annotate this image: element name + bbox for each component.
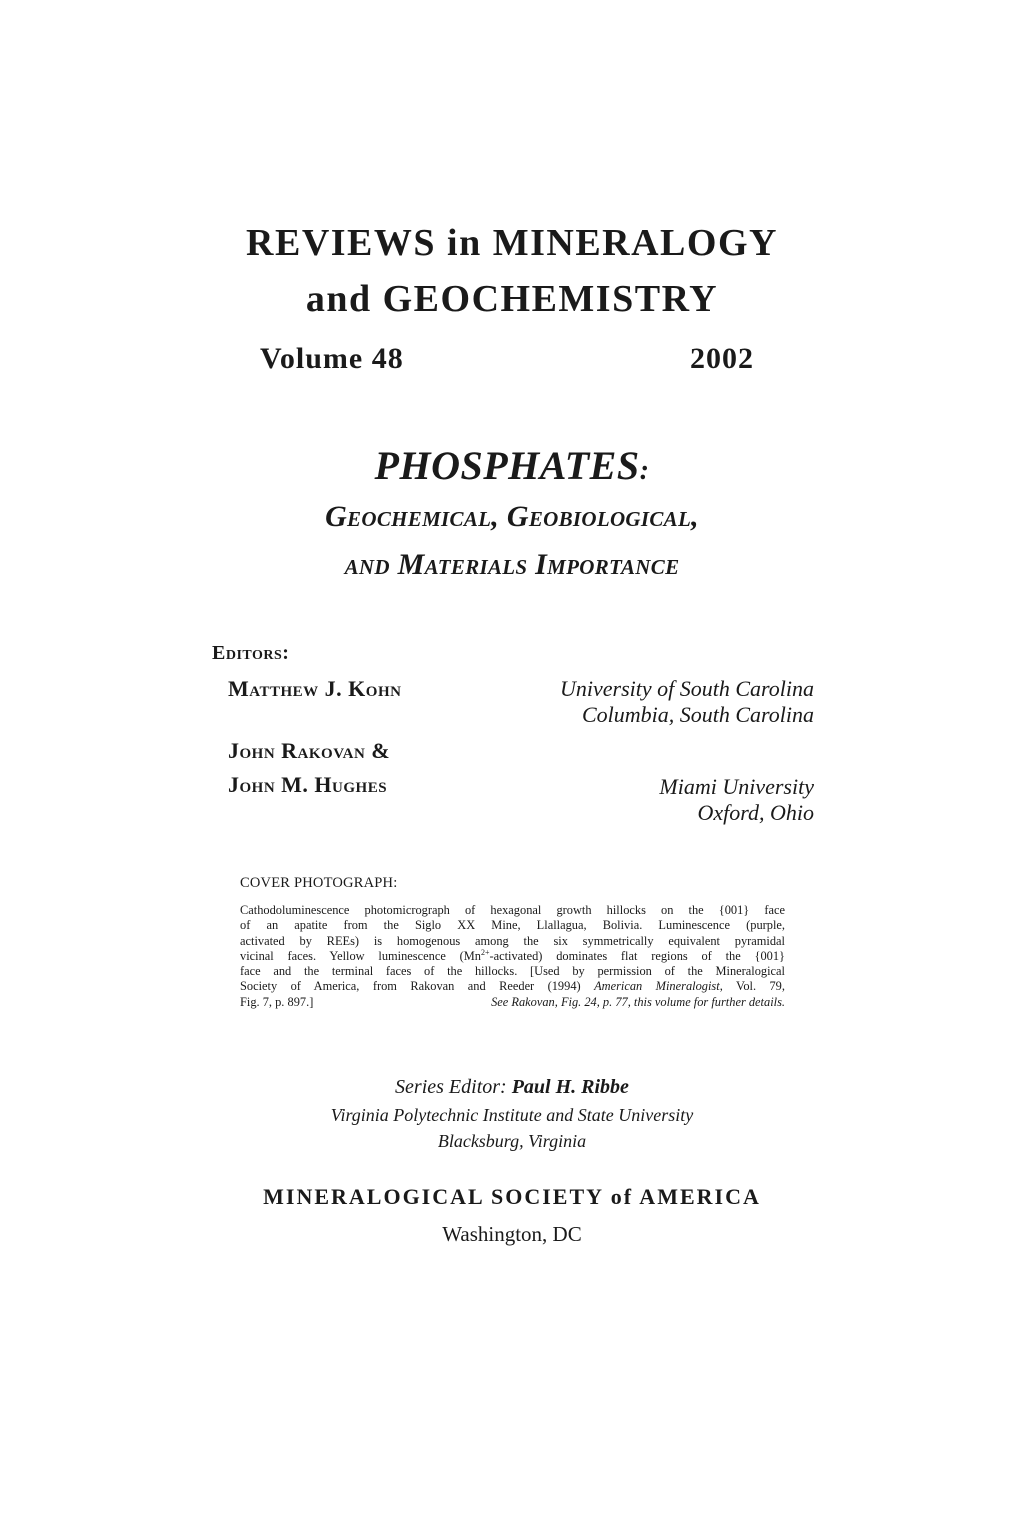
affiliation-location: Oxford, Ohio bbox=[697, 800, 814, 825]
publisher-location: Washington, DC bbox=[442, 1222, 582, 1246]
editor-affiliation bbox=[560, 676, 814, 728]
volume-year: 2002 bbox=[690, 342, 754, 375]
caption-line: Cathodoluminescence photomicrograph of hexagonal growth hillocks on the {001} face bbox=[240, 903, 785, 917]
affiliation-institution: University of South Carolina bbox=[559, 676, 814, 701]
editor-name: John M. Hughes bbox=[228, 772, 388, 797]
affiliation-institution: Miami University bbox=[659, 774, 814, 799]
caption-line: of an apatite from the Siglo XX Mine, Llallagua, Bolivia. Luminescence (purple, bbox=[240, 918, 785, 933]
editor-affiliation bbox=[659, 774, 814, 826]
caption-journal: American Mineralogist bbox=[594, 979, 720, 994]
caption-line: face and the terminal faces of the hillocks. [Used by permission of the Mineralogical bbox=[240, 964, 785, 979]
caption-line: activated by REEs) is homogenous among the six symmetrically equivalent pyramidal bbox=[240, 933, 785, 948]
series-editor-institution: Virginia Polytechnic Institute and State University bbox=[330, 1105, 694, 1125]
cover-photograph-caption bbox=[240, 903, 785, 1010]
caption-text: , Vol. 79, bbox=[719, 979, 785, 994]
book-subtitle-line2: and Materials Importance bbox=[344, 548, 680, 581]
series-editor-label: Series Editor: bbox=[395, 1076, 512, 1098]
caption-text: vicinal faces. Yellow luminescence (Mn bbox=[240, 948, 481, 963]
book-title-colon: : bbox=[639, 455, 650, 486]
series-editor bbox=[0, 1076, 1024, 1099]
editor-name: Matthew J. Kohn bbox=[228, 676, 402, 701]
editors-heading: Editors: bbox=[212, 642, 290, 664]
caption-line bbox=[240, 949, 785, 964]
editor-name: John Rakovan & bbox=[228, 738, 391, 763]
series-title-line1: REVIEWS in MINERALOGY bbox=[246, 222, 778, 264]
cover-photograph-heading: COVER PHOTOGRAPH: bbox=[240, 875, 398, 891]
publisher-name: MINERALOGICAL SOCIETY of AMERICA bbox=[263, 1184, 761, 1209]
caption-note: See Rakovan, Fig. 24, p. 77, this volume for further details. bbox=[491, 994, 785, 1009]
series-title-line2: and GEOCHEMISTRY bbox=[305, 278, 719, 320]
book-title bbox=[0, 442, 1024, 489]
caption-text: Fig. 7, p. 897.] bbox=[240, 994, 314, 1009]
series-editor-location: Blacksburg, Virginia bbox=[437, 1131, 587, 1151]
caption-line bbox=[240, 995, 785, 1010]
book-title-text: PHOSPHATES bbox=[374, 443, 640, 488]
affiliation-location: Columbia, South Carolina bbox=[581, 702, 814, 727]
volume-row bbox=[0, 342, 1024, 378]
caption-superscript: 2+ bbox=[480, 948, 490, 957]
book-subtitle-line1: Geochemical, Geobiological, bbox=[325, 500, 699, 533]
caption-text: -activated) dominates flat regions of the {001} bbox=[489, 948, 785, 963]
caption-line bbox=[240, 979, 785, 994]
caption-text: Society of America, from Rakovan and Reeder (1994) bbox=[240, 979, 595, 994]
series-editor-name: Paul H. Ribbe bbox=[511, 1076, 629, 1098]
volume-number: Volume 48 bbox=[260, 342, 404, 375]
